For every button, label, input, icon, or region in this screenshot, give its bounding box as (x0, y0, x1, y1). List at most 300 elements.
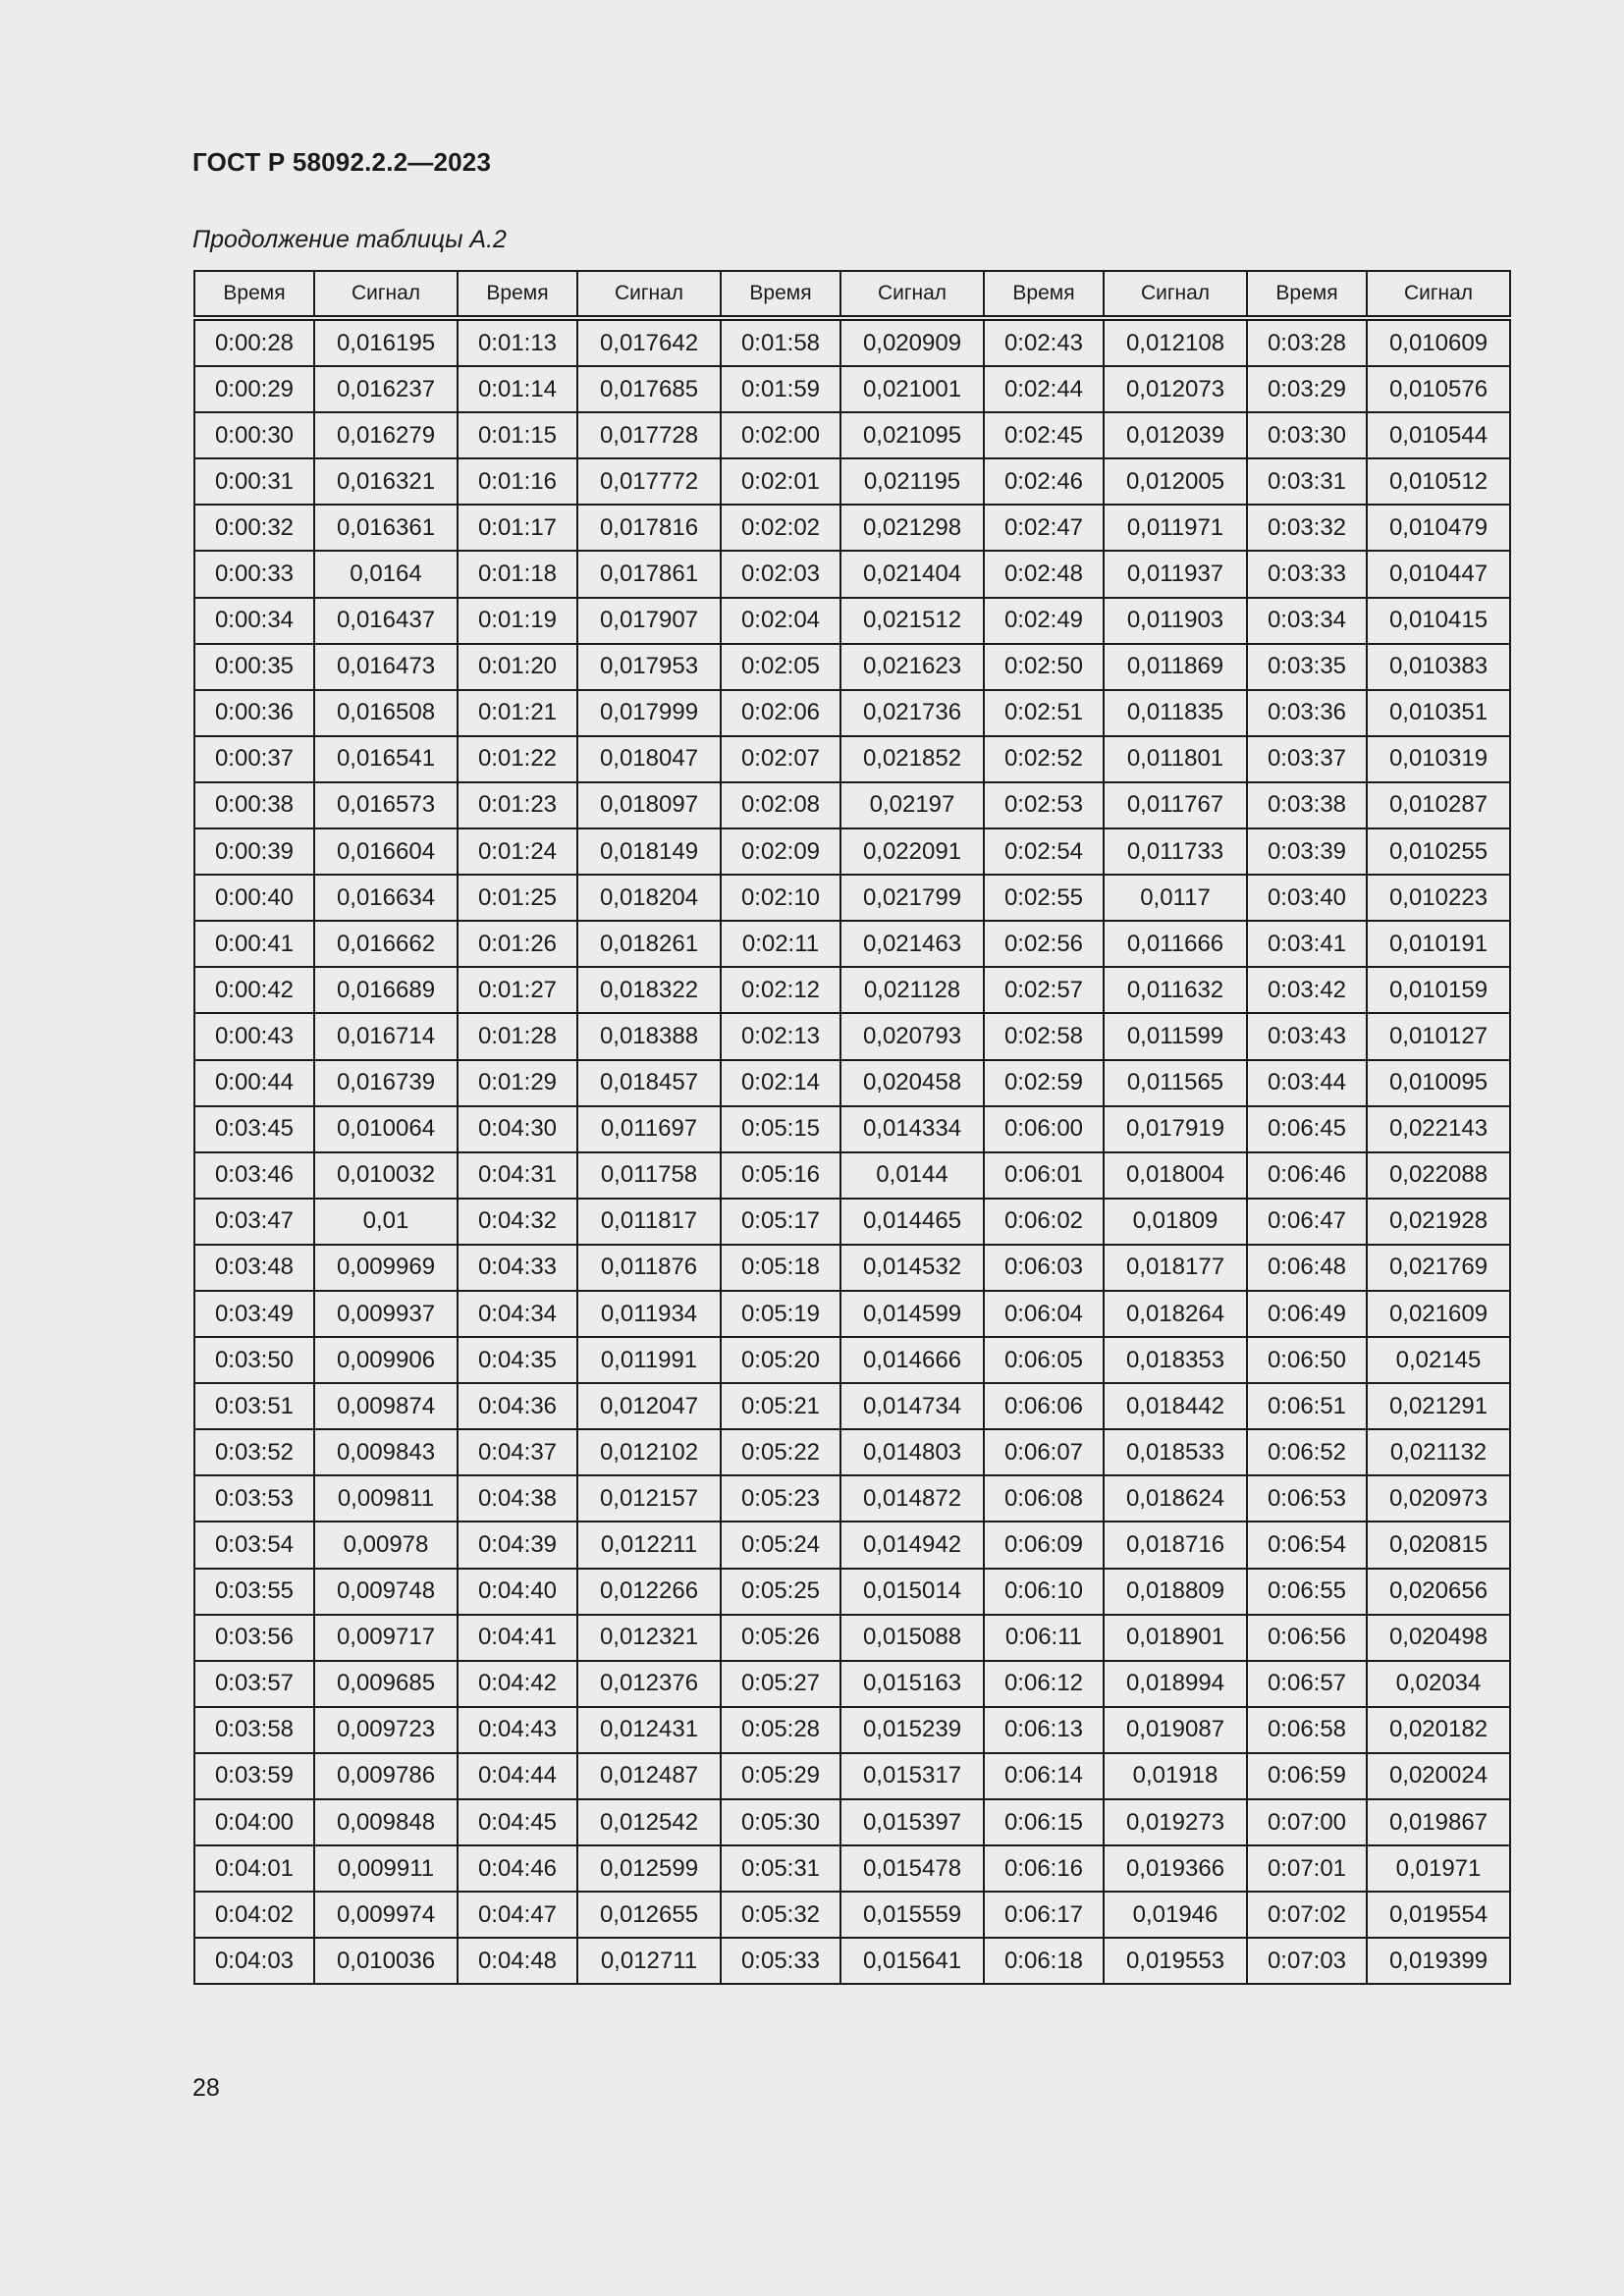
time-cell: 0:04:02 (194, 1892, 314, 1938)
signal-cell: 0,021852 (840, 736, 984, 782)
signal-cell: 0,009811 (314, 1475, 458, 1522)
time-cell: 0:04:35 (458, 1337, 577, 1383)
time-cell: 0:03:59 (194, 1753, 314, 1799)
time-cell: 0:02:07 (721, 736, 840, 782)
signal-cell: 0,010512 (1367, 458, 1510, 505)
signal-cell: 0,019366 (1104, 1845, 1247, 1892)
header-row (194, 271, 1510, 318)
time-cell: 0:00:37 (194, 736, 314, 782)
signal-cell: 0,012102 (577, 1429, 721, 1475)
signal-cell: 0,020973 (1367, 1475, 1510, 1522)
column-header-signal: Сигнал (1104, 271, 1247, 318)
signal-cell: 0,020793 (840, 1013, 984, 1059)
signal-cell: 0,016604 (314, 828, 458, 875)
table-row (194, 505, 1510, 551)
signal-cell: 0,016473 (314, 644, 458, 690)
signal-cell: 0,020024 (1367, 1753, 1510, 1799)
time-cell: 0:06:01 (984, 1152, 1104, 1199)
signal-cell: 0,010544 (1367, 412, 1510, 458)
time-cell: 0:03:40 (1247, 875, 1367, 921)
time-cell: 0:03:37 (1247, 736, 1367, 782)
signal-cell: 0,019087 (1104, 1707, 1247, 1753)
time-cell: 0:06:51 (1247, 1383, 1367, 1429)
signal-cell: 0,011666 (1104, 921, 1247, 967)
time-cell: 0:05:30 (721, 1799, 840, 1845)
time-cell: 0:07:01 (1247, 1845, 1367, 1892)
time-cell: 0:03:46 (194, 1152, 314, 1199)
time-cell: 0:05:15 (721, 1106, 840, 1152)
signal-cell: 0,009974 (314, 1892, 458, 1938)
time-cell: 0:02:03 (721, 551, 840, 597)
signal-cell: 0,019553 (1104, 1938, 1247, 1984)
signal-cell: 0,018204 (577, 875, 721, 921)
time-cell: 0:02:10 (721, 875, 840, 921)
table-row (194, 1060, 1510, 1106)
page-number: 28 (192, 2074, 220, 2102)
time-cell: 0:05:22 (721, 1429, 840, 1475)
time-cell: 0:06:08 (984, 1475, 1104, 1522)
column-header-signal: Сигнал (314, 271, 458, 318)
time-cell: 0:06:45 (1247, 1106, 1367, 1152)
signal-cell: 0,016321 (314, 458, 458, 505)
time-cell: 0:03:58 (194, 1707, 314, 1753)
time-cell: 0:03:54 (194, 1522, 314, 1568)
time-cell: 0:03:45 (194, 1106, 314, 1152)
time-cell: 0:00:40 (194, 875, 314, 921)
signal-cell: 0,020656 (1367, 1569, 1510, 1615)
time-cell: 0:02:52 (984, 736, 1104, 782)
signal-cell: 0,009937 (314, 1291, 458, 1337)
time-cell: 0:02:57 (984, 967, 1104, 1013)
signal-cell: 0,016508 (314, 690, 458, 736)
time-cell: 0:02:06 (721, 690, 840, 736)
signal-cell: 0,014666 (840, 1337, 984, 1383)
time-cell: 0:03:50 (194, 1337, 314, 1383)
time-cell: 0:03:48 (194, 1245, 314, 1291)
signal-cell: 0,018177 (1104, 1245, 1247, 1291)
time-cell: 0:04:45 (458, 1799, 577, 1845)
signal-cell: 0,011876 (577, 1245, 721, 1291)
table-row (194, 967, 1510, 1013)
signal-cell: 0,018388 (577, 1013, 721, 1059)
signal-cell: 0,015163 (840, 1661, 984, 1707)
signal-cell: 0,02034 (1367, 1661, 1510, 1707)
signal-cell: 0,011801 (1104, 736, 1247, 782)
signal-cell: 0,011835 (1104, 690, 1247, 736)
signal-cell: 0,017861 (577, 551, 721, 597)
column-header-signal: Сигнал (840, 271, 984, 318)
table-row (194, 1569, 1510, 1615)
signal-cell: 0,012047 (577, 1383, 721, 1429)
signal-cell: 0,012655 (577, 1892, 721, 1938)
time-cell: 0:00:35 (194, 644, 314, 690)
signal-cell: 0,010159 (1367, 967, 1510, 1013)
signal-cell: 0,020182 (1367, 1707, 1510, 1753)
signal-cell: 0,018322 (577, 967, 721, 1013)
signal-cell: 0,021736 (840, 690, 984, 736)
time-cell: 0:00:33 (194, 551, 314, 597)
table-row (194, 551, 1510, 597)
signal-cell: 0,018716 (1104, 1522, 1247, 1568)
time-cell: 0:04:40 (458, 1569, 577, 1615)
column-header-signal: Сигнал (577, 271, 721, 318)
time-cell: 0:04:43 (458, 1707, 577, 1753)
signal-cell: 0,014734 (840, 1383, 984, 1429)
time-cell: 0:05:19 (721, 1291, 840, 1337)
time-cell: 0:04:39 (458, 1522, 577, 1568)
signal-cell: 0,012108 (1104, 318, 1247, 366)
time-cell: 0:00:42 (194, 967, 314, 1013)
time-cell: 0:05:29 (721, 1753, 840, 1799)
time-cell: 0:03:35 (1247, 644, 1367, 690)
signal-cell: 0,010127 (1367, 1013, 1510, 1059)
time-cell: 0:06:09 (984, 1522, 1104, 1568)
time-cell: 0:03:38 (1247, 782, 1367, 828)
signal-cell: 0,009723 (314, 1707, 458, 1753)
time-cell: 0:05:24 (721, 1522, 840, 1568)
time-cell: 0:06:13 (984, 1707, 1104, 1753)
time-cell: 0:02:59 (984, 1060, 1104, 1106)
time-cell: 0:03:42 (1247, 967, 1367, 1013)
signal-cell: 0,017685 (577, 366, 721, 412)
signal-cell: 0,0117 (1104, 875, 1247, 921)
signal-cell: 0,010319 (1367, 736, 1510, 782)
time-cell: 0:01:59 (721, 366, 840, 412)
table-row (194, 1291, 1510, 1337)
signal-cell: 0,01809 (1104, 1199, 1247, 1245)
time-cell: 0:05:20 (721, 1337, 840, 1383)
time-cell: 0:04:34 (458, 1291, 577, 1337)
table-header (194, 271, 1510, 318)
time-cell: 0:02:48 (984, 551, 1104, 597)
time-cell: 0:04:38 (458, 1475, 577, 1522)
time-cell: 0:03:28 (1247, 318, 1367, 366)
column-header-time: Время (984, 271, 1104, 318)
signal-cell: 0,021799 (840, 875, 984, 921)
signal-cell: 0,009786 (314, 1753, 458, 1799)
time-cell: 0:01:58 (721, 318, 840, 366)
signal-cell: 0,021291 (1367, 1383, 1510, 1429)
signal-cell: 0,0164 (314, 551, 458, 597)
signal-cell: 0,017728 (577, 412, 721, 458)
column-header-time: Время (458, 271, 577, 318)
time-cell: 0:03:43 (1247, 1013, 1367, 1059)
signal-cell: 0,011758 (577, 1152, 721, 1199)
signal-cell: 0,016714 (314, 1013, 458, 1059)
signal-cell: 0,011767 (1104, 782, 1247, 828)
table-row (194, 644, 1510, 690)
time-cell: 0:05:27 (721, 1661, 840, 1707)
signal-cell: 0,011599 (1104, 1013, 1247, 1059)
signal-cell: 0,012321 (577, 1615, 721, 1661)
time-cell: 0:06:57 (1247, 1661, 1367, 1707)
time-cell: 0:00:30 (194, 412, 314, 458)
time-cell: 0:06:47 (1247, 1199, 1367, 1245)
signal-cell: 0,014942 (840, 1522, 984, 1568)
signal-cell: 0,015014 (840, 1569, 984, 1615)
time-cell: 0:06:48 (1247, 1245, 1367, 1291)
signal-cell: 0,011903 (1104, 598, 1247, 644)
column-header-time: Время (194, 271, 314, 318)
time-cell: 0:05:26 (721, 1615, 840, 1661)
time-cell: 0:06:11 (984, 1615, 1104, 1661)
signal-cell: 0,009685 (314, 1661, 458, 1707)
signal-cell: 0,015641 (840, 1938, 984, 1984)
table-row (194, 921, 1510, 967)
table-row (194, 782, 1510, 828)
signal-cell: 0,011971 (1104, 505, 1247, 551)
signal-cell: 0,021128 (840, 967, 984, 1013)
signal-cell: 0,018901 (1104, 1615, 1247, 1661)
signal-cell: 0,022091 (840, 828, 984, 875)
table-row (194, 412, 1510, 458)
time-cell: 0:01:21 (458, 690, 577, 736)
signal-cell: 0,020815 (1367, 1522, 1510, 1568)
signal-cell: 0,018004 (1104, 1152, 1247, 1199)
time-cell: 0:02:14 (721, 1060, 840, 1106)
time-cell: 0:04:41 (458, 1615, 577, 1661)
time-cell: 0:01:28 (458, 1013, 577, 1059)
table-row (194, 1661, 1510, 1707)
signal-cell: 0,014532 (840, 1245, 984, 1291)
time-cell: 0:02:50 (984, 644, 1104, 690)
time-cell: 0:07:03 (1247, 1938, 1367, 1984)
signal-cell: 0,012376 (577, 1661, 721, 1707)
time-cell: 0:03:30 (1247, 412, 1367, 458)
signal-cell: 0,018533 (1104, 1429, 1247, 1475)
signal-cell: 0,021609 (1367, 1291, 1510, 1337)
time-cell: 0:01:26 (458, 921, 577, 967)
time-cell: 0:01:25 (458, 875, 577, 921)
signal-cell: 0,016361 (314, 505, 458, 551)
signal-cell: 0,018264 (1104, 1291, 1247, 1337)
time-cell: 0:06:53 (1247, 1475, 1367, 1522)
signal-cell: 0,01946 (1104, 1892, 1247, 1938)
signal-cell: 0,012599 (577, 1845, 721, 1892)
time-cell: 0:05:23 (721, 1475, 840, 1522)
signal-cell: 0,021298 (840, 505, 984, 551)
signal-cell: 0,012157 (577, 1475, 721, 1522)
signal-cell: 0,021928 (1367, 1199, 1510, 1245)
signal-cell: 0,017772 (577, 458, 721, 505)
time-cell: 0:04:42 (458, 1661, 577, 1707)
signal-cell: 0,016689 (314, 967, 458, 1013)
signal-cell: 0,015397 (840, 1799, 984, 1845)
time-cell: 0:01:23 (458, 782, 577, 828)
time-cell: 0:00:44 (194, 1060, 314, 1106)
signal-cell: 0,016437 (314, 598, 458, 644)
signal-cell: 0,015239 (840, 1707, 984, 1753)
time-cell: 0:06:05 (984, 1337, 1104, 1383)
signal-cell: 0,012431 (577, 1707, 721, 1753)
table-row (194, 1845, 1510, 1892)
time-cell: 0:06:55 (1247, 1569, 1367, 1615)
signal-cell: 0,012711 (577, 1938, 721, 1984)
signal-cell: 0,009717 (314, 1615, 458, 1661)
time-cell: 0:06:56 (1247, 1615, 1367, 1661)
signal-cell: 0,010095 (1367, 1060, 1510, 1106)
signal-cell: 0,011991 (577, 1337, 721, 1383)
signal-cell: 0,018047 (577, 736, 721, 782)
time-cell: 0:06:15 (984, 1799, 1104, 1845)
time-cell: 0:05:21 (721, 1383, 840, 1429)
signal-cell: 0,015478 (840, 1845, 984, 1892)
signal-cell: 0,010447 (1367, 551, 1510, 597)
time-cell: 0:01:22 (458, 736, 577, 782)
signal-cell: 0,009748 (314, 1569, 458, 1615)
signal-cell: 0,018097 (577, 782, 721, 828)
time-cell: 0:03:49 (194, 1291, 314, 1337)
signal-cell: 0,012266 (577, 1569, 721, 1615)
time-cell: 0:06:52 (1247, 1429, 1367, 1475)
time-cell: 0:06:59 (1247, 1753, 1367, 1799)
signal-cell: 0,009874 (314, 1383, 458, 1429)
time-cell: 0:01:18 (458, 551, 577, 597)
time-cell: 0:05:25 (721, 1569, 840, 1615)
signal-cell: 0,010576 (1367, 366, 1510, 412)
time-cell: 0:03:33 (1247, 551, 1367, 597)
signal-cell: 0,009848 (314, 1799, 458, 1845)
time-cell: 0:00:43 (194, 1013, 314, 1059)
signal-cell: 0,014872 (840, 1475, 984, 1522)
signal-cell: 0,011697 (577, 1106, 721, 1152)
table-row (194, 1522, 1510, 1568)
time-cell: 0:02:55 (984, 875, 1104, 921)
time-cell: 0:01:24 (458, 828, 577, 875)
signal-cell: 0,019399 (1367, 1938, 1510, 1984)
table-row (194, 1615, 1510, 1661)
signal-cell: 0,019867 (1367, 1799, 1510, 1845)
signal-cell: 0,017816 (577, 505, 721, 551)
signal-cell: 0,01971 (1367, 1845, 1510, 1892)
time-cell: 0:01:16 (458, 458, 577, 505)
signal-cell: 0,02145 (1367, 1337, 1510, 1383)
signal-cell: 0,016662 (314, 921, 458, 967)
time-cell: 0:06:06 (984, 1383, 1104, 1429)
signal-cell: 0,014334 (840, 1106, 984, 1152)
time-cell: 0:01:17 (458, 505, 577, 551)
time-cell: 0:07:00 (1247, 1799, 1367, 1845)
time-cell: 0:03:39 (1247, 828, 1367, 875)
time-cell: 0:02:51 (984, 690, 1104, 736)
time-cell: 0:03:55 (194, 1569, 314, 1615)
signal-cell: 0,020458 (840, 1060, 984, 1106)
table-row (194, 690, 1510, 736)
time-cell: 0:04:33 (458, 1245, 577, 1291)
time-cell: 0:06:02 (984, 1199, 1104, 1245)
signal-cell: 0,010255 (1367, 828, 1510, 875)
time-cell: 0:04:01 (194, 1845, 314, 1892)
signal-cell: 0,011733 (1104, 828, 1247, 875)
time-cell: 0:01:20 (458, 644, 577, 690)
time-cell: 0:03:52 (194, 1429, 314, 1475)
signal-cell: 0,018149 (577, 828, 721, 875)
time-cell: 0:01:27 (458, 967, 577, 1013)
signal-cell: 0,009906 (314, 1337, 458, 1383)
signal-cell: 0,018457 (577, 1060, 721, 1106)
signal-cell: 0,021463 (840, 921, 984, 967)
time-cell: 0:04:46 (458, 1845, 577, 1892)
signal-cell: 0,010479 (1367, 505, 1510, 551)
time-cell: 0:06:03 (984, 1245, 1104, 1291)
signal-cell: 0,01918 (1104, 1753, 1247, 1799)
signal-cell: 0,021623 (840, 644, 984, 690)
signal-cell: 0,00978 (314, 1522, 458, 1568)
time-cell: 0:00:41 (194, 921, 314, 967)
time-cell: 0:02:45 (984, 412, 1104, 458)
time-cell: 0:04:32 (458, 1199, 577, 1245)
signal-cell: 0,012487 (577, 1753, 721, 1799)
signal-cell: 0,012039 (1104, 412, 1247, 458)
signal-cell: 0,010064 (314, 1106, 458, 1152)
time-cell: 0:03:57 (194, 1661, 314, 1707)
column-header-time: Время (721, 271, 840, 318)
signal-cell: 0,016739 (314, 1060, 458, 1106)
signal-cell: 0,011817 (577, 1199, 721, 1245)
signal-cell: 0,012211 (577, 1522, 721, 1568)
signal-cell: 0,012073 (1104, 366, 1247, 412)
time-cell: 0:06:18 (984, 1938, 1104, 1984)
signal-cell: 0,010609 (1367, 318, 1510, 366)
time-cell: 0:06:04 (984, 1291, 1104, 1337)
time-cell: 0:03:53 (194, 1475, 314, 1522)
time-cell: 0:05:32 (721, 1892, 840, 1938)
table-caption: Продолжение таблицы А.2 (192, 226, 507, 253)
table-row (194, 1152, 1510, 1199)
time-cell: 0:01:14 (458, 366, 577, 412)
time-cell: 0:02:04 (721, 598, 840, 644)
signal-cell: 0,010383 (1367, 644, 1510, 690)
time-cell: 0:03:29 (1247, 366, 1367, 412)
table-row (194, 1199, 1510, 1245)
time-cell: 0:00:36 (194, 690, 314, 736)
signal-cell: 0,012005 (1104, 458, 1247, 505)
time-cell: 0:05:18 (721, 1245, 840, 1291)
time-cell: 0:02:13 (721, 1013, 840, 1059)
signal-cell: 0,014599 (840, 1291, 984, 1337)
signal-cell: 0,021512 (840, 598, 984, 644)
time-cell: 0:03:56 (194, 1615, 314, 1661)
table-row (194, 598, 1510, 644)
signal-cell: 0,012542 (577, 1799, 721, 1845)
time-cell: 0:00:39 (194, 828, 314, 875)
signal-cell: 0,011869 (1104, 644, 1247, 690)
signal-cell: 0,01 (314, 1199, 458, 1245)
signal-cell: 0,017907 (577, 598, 721, 644)
table-row (194, 1475, 1510, 1522)
signal-cell: 0,019273 (1104, 1799, 1247, 1845)
signal-cell: 0,011632 (1104, 967, 1247, 1013)
signal-cell: 0,015559 (840, 1892, 984, 1938)
table-row (194, 1245, 1510, 1291)
table-row (194, 1938, 1510, 1984)
signal-cell: 0,021095 (840, 412, 984, 458)
signal-cell: 0,017953 (577, 644, 721, 690)
time-cell: 0:03:32 (1247, 505, 1367, 551)
table-row (194, 1106, 1510, 1152)
time-cell: 0:05:33 (721, 1938, 840, 1984)
signal-cell: 0,010351 (1367, 690, 1510, 736)
signal-cell: 0,022088 (1367, 1152, 1510, 1199)
signal-cell: 0,018261 (577, 921, 721, 967)
time-cell: 0:00:34 (194, 598, 314, 644)
table-row (194, 1892, 1510, 1938)
signal-cell: 0,009843 (314, 1429, 458, 1475)
time-cell: 0:02:09 (721, 828, 840, 875)
time-cell: 0:06:50 (1247, 1337, 1367, 1383)
signal-cell: 0,018994 (1104, 1661, 1247, 1707)
time-cell: 0:02:58 (984, 1013, 1104, 1059)
